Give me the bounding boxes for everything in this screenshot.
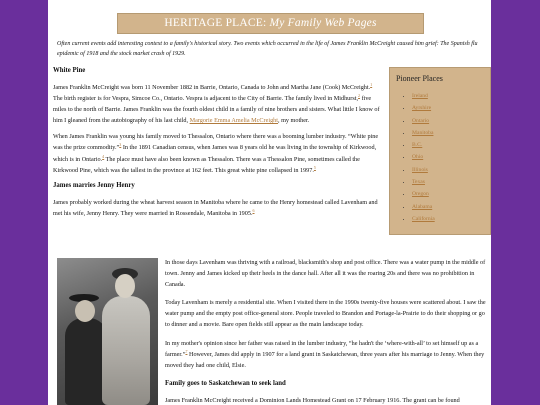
footnote-link[interactable]: 3	[119, 142, 122, 148]
link-margorie[interactable]: Margorie Emma Amelia McCreight	[189, 117, 278, 125]
sidebar-item[interactable]: • Ireland	[412, 90, 490, 102]
footnote-link[interactable]: 7	[185, 348, 188, 354]
photo-man-head	[75, 300, 95, 322]
sidebar-item[interactable]: • Alabama	[412, 201, 490, 213]
sidebar-item[interactable]: • Oregon	[412, 188, 490, 200]
sidebar-item[interactable]: • Manitoba	[412, 127, 490, 139]
photo-woman-head	[115, 274, 135, 298]
sidebar-item[interactable]: • Ohio	[412, 151, 490, 163]
banner-title: HERITAGE PLACE:	[164, 17, 267, 29]
paragraph-opinion: In my mother's opinion since her father was raised in the lumber industry, “he hadn't the ‘where-with-all’ to set himself up as a farmer.”$^7$ However, James did apply in 1907 for a land grant in Saskatchewan, three years after his marriage to Jenny. When they moved they had one child, Elsie.	[165, 339, 485, 369]
photo-man-figure	[65, 318, 107, 405]
footnote-link[interactable]: 4	[102, 153, 105, 159]
paragraph-lavenham: In those days Lavenham was thriving with a railroad, blacksmith's shop and post office. There was a water pump in the middle of town. Jenny and James kicked up their heels in the dance hall. After all it was the roaring 20s and there was no prohibition in Canada.	[165, 259, 486, 289]
sidebar-item[interactable]: • California	[412, 213, 490, 225]
sidebar-title: Pioneer Places	[396, 74, 443, 83]
paragraph-thessalon: When James Franklin was young his family moved to Thessalon, Ontario where there was a booming lumber industry. “White pine was the prize commodity.”$^3$ In the 1891 Canadian census, when James was 8 years old he was living in the township of Kirkwood, which is in Ontario.$^4$ The place must have also been known as Thessalon. There was a Thessalon Pine, sometimes called the Kirkwood Pine, which was the tallest in the province at 162 feet. This great white pine collapsed in 1997.$^5$	[53, 133, 379, 174]
photo-woman-figure	[102, 296, 150, 405]
site-banner	[117, 13, 424, 34]
sidebar-list	[400, 90, 490, 225]
sidebar-pioneer-places	[389, 67, 491, 235]
page-content	[48, 0, 491, 405]
paragraph-marriage: James probably worked during the wheat harvest season in Manitoba where he came to the Henry homestead called Lavenham and met his wife, Jenny Henry. They were married in Rossendale, Manitoba in 1905.$^6$	[53, 198, 378, 217]
heading-white-pine: White Pine	[53, 67, 86, 74]
sidebar-item[interactable]: • B.C.	[412, 139, 490, 151]
article-continued	[165, 257, 489, 405]
footnote-link[interactable]: 2	[358, 93, 361, 99]
paragraph-birth: James Franklin McCreight was born 11 November 1882 in Barrie, Ontario, Canada to John and Martha Jane (Cook) McCreight.$^1$ The birth register is for Vespra, Simcoe Co., Ontario. Vespra is adjacent to the City of Barrie. The family lived in Midhurst,$^2$ five miles to the north of Barrie. James Franklin was the fourth oldest child in a family of nine brothers and sisters. What little I know of him I gleaned from the autobiography of his last child, Margorie Emma Amelia McCreight, my mother.	[53, 81, 380, 125]
heading-saskatchewan: Family goes to Saskatchewan to seek land	[165, 379, 286, 387]
sidebar-item[interactable]: • Ontario	[412, 115, 490, 127]
family-photo	[57, 258, 158, 405]
sidebar-item[interactable]: • Ayrshire	[412, 102, 490, 114]
heading-marriage: James marries Jenny Henry	[53, 181, 135, 189]
intro-text: Often current events add interesting context to a family's historical story. Two events which occurred in the life of James Franklin McCreight caused him grief: The Spanish flu epidemic of 1918 and the stock market crash of 1929.	[57, 41, 478, 57]
banner-subtitle: My Family Web Pages	[269, 17, 377, 29]
main-article	[53, 66, 381, 224]
paragraph-grant: James Franklin McCreight received a Dominion Lands Homestead Grant on 17 February 1916. The grant can be found	[165, 396, 460, 404]
footnote-link[interactable]: 1	[370, 81, 373, 87]
sidebar-item[interactable]: • Texas	[412, 176, 490, 188]
paragraph-today: Today Lavenham is merely a residential site. When I visited there in the 1990s twenty-five houses were scattered about. I saw the water pump and the empty post office-general store. People traveled to Brandon and Portage-la-Prairie to do their shopping or go to dinner and a movie. Bare open fields still appear as the main landscape today.	[165, 299, 486, 329]
sidebar-item[interactable]: • Illinois	[412, 164, 490, 176]
footnote-link[interactable]: 6	[252, 207, 255, 213]
footnote-link[interactable]: 5	[313, 164, 316, 170]
